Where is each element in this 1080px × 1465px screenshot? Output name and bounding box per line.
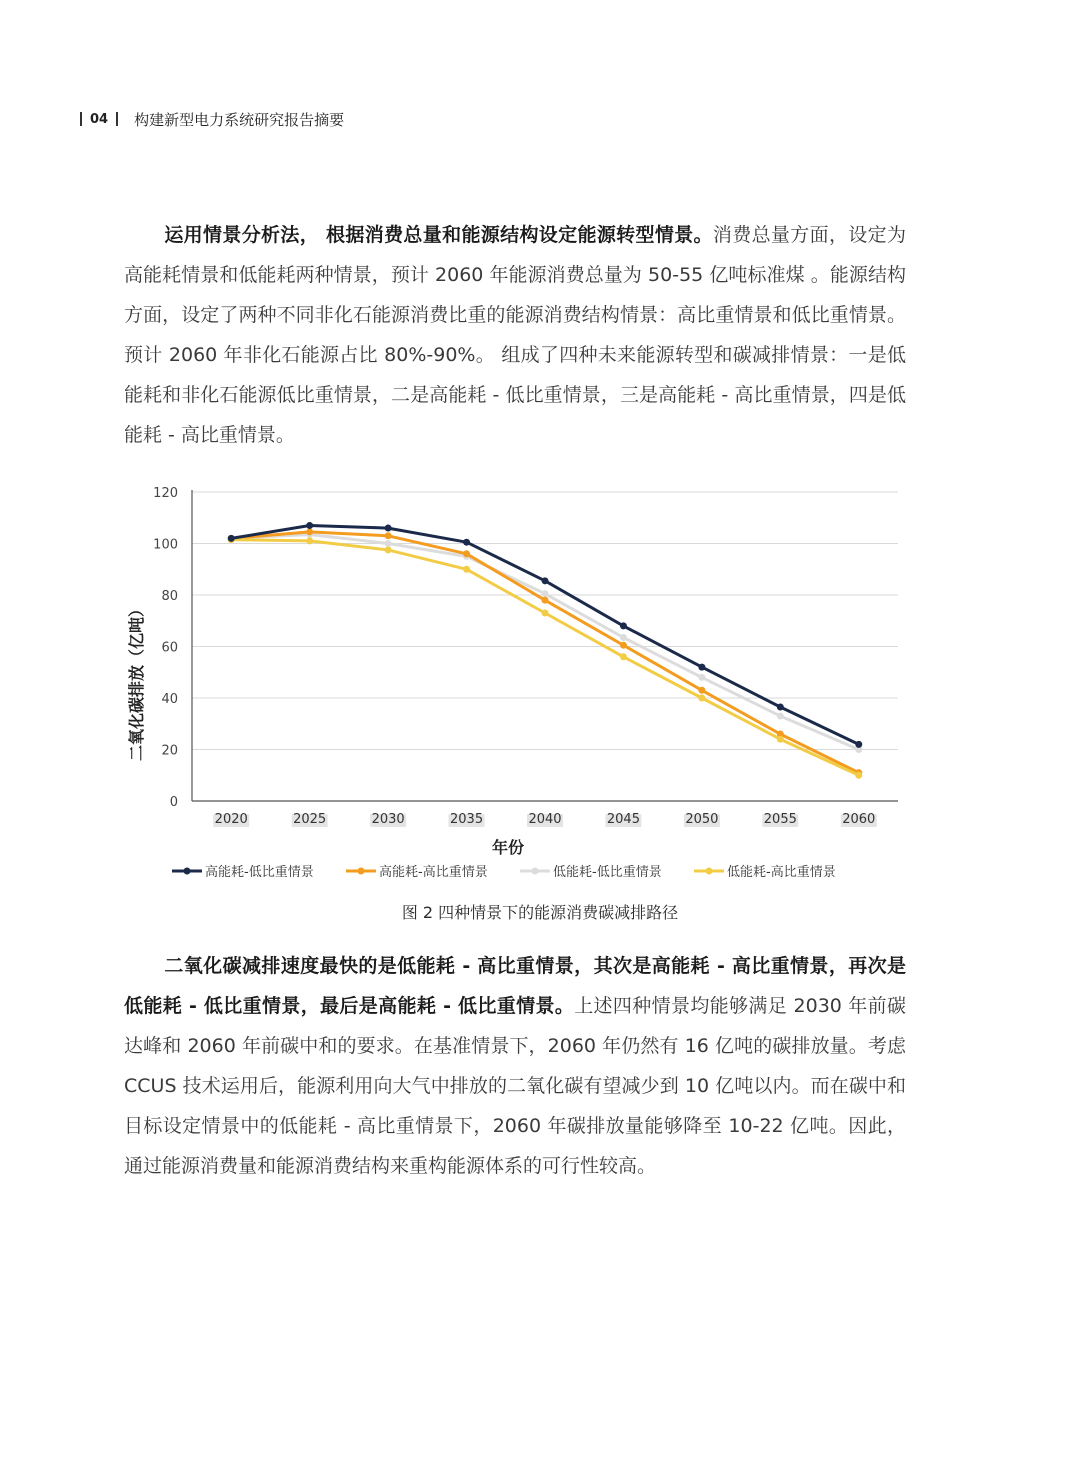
data-point xyxy=(228,535,235,542)
x-tick-label: 2035 xyxy=(450,812,484,827)
legend-marker xyxy=(706,868,713,875)
data-point xyxy=(698,664,705,671)
data-point xyxy=(542,610,549,617)
data-point xyxy=(542,590,549,597)
data-point xyxy=(385,540,392,547)
data-point xyxy=(463,539,470,546)
data-point xyxy=(620,653,627,660)
y-tick-label: 60 xyxy=(161,640,178,656)
data-point xyxy=(306,528,313,535)
paragraph-intro-text: 消费总量方面，设定为高能耗情景和低能耗两种情景，预计 2060 年能源消费总量为 50-55 亿吨标准煤 。能源结构方面，设定了两种不同非化石能源消费比重的能源消费结构情景：高比重情景和低比重情景。预计 2060 年非化石能源占比 80%-90%。 组成了四种未来能源转型和碳减排情景：一是低能耗和非化石能源低比重情景，二是高能耗 - 低比重情景，三是高能耗 - 高比重情景，四是低能耗 - 高比重情景。 xyxy=(124,224,906,446)
paragraph-conclusion xyxy=(124,946,906,1186)
x-tick-label: 2050 xyxy=(685,812,719,827)
paragraph-intro xyxy=(124,215,906,455)
figure-caption: 图 2 四种情景下的能源消费碳减排路径 xyxy=(401,903,679,922)
paragraph-intro-bold: 运用情景分析法， 根据消费总量和能源结构设定能源转型情景。 xyxy=(164,224,713,246)
y-tick-label: 80 xyxy=(161,589,178,604)
data-point xyxy=(463,566,470,573)
y-axis-ticks xyxy=(153,486,178,810)
paragraph-conclusion-text: 上述四种情景均能够满足 2030 年前碳达峰和 2060 年前碳中和的要求。在基准情景下，2060 年仍然有 16 亿吨的碳排放量。考虑 CCUS 技术运用后，能源利用向大气中排放的二氧化碳有望减少到 10 亿吨以内。而在碳中和目标设定情景中的低能耗 - 高比重情景下，2060 年碳排放量能够降至 10-22 亿吨。因此，通过能源消费量和能源消费结构来重构能源体系的可行性较高。 xyxy=(124,995,906,1177)
chart-legend xyxy=(172,864,836,880)
x-tick-label: 2045 xyxy=(606,812,640,827)
document-title: 构建新型电力系统研究报告摘要 xyxy=(134,110,345,129)
series-line xyxy=(231,532,859,773)
x-tick-label: 2040 xyxy=(528,812,562,827)
data-point xyxy=(777,713,784,720)
x-axis-ticks xyxy=(213,812,877,827)
x-axis-label: 年份 xyxy=(491,838,525,857)
data-point xyxy=(385,546,392,553)
legend-marker xyxy=(358,868,365,875)
header-divider xyxy=(116,112,118,126)
series-line xyxy=(231,540,859,776)
legend-label: 低能耗-低比重情景 xyxy=(553,865,662,880)
paragraph-conclusion-bold: 二氧化碳减排速度最快的是低能耗 - 高比重情景，其次是高能耗 - 高比重情景，再次是低能耗 - 低比重情景，最后是高能耗 - 低比重情景。 xyxy=(124,955,906,1017)
legend-label: 高能耗-高比重情景 xyxy=(379,865,488,880)
data-point xyxy=(620,642,627,649)
legend-label: 低能耗-高比重情景 xyxy=(727,865,836,880)
data-point xyxy=(385,532,392,539)
legend-label: 高能耗-低比重情景 xyxy=(205,865,314,880)
data-point xyxy=(777,704,784,711)
data-point xyxy=(620,622,627,629)
y-tick-label: 0 xyxy=(169,795,178,810)
chart-series xyxy=(228,522,863,779)
data-point xyxy=(698,695,705,702)
data-point xyxy=(306,522,313,529)
series-line xyxy=(231,535,859,750)
x-tick-label: 2020 xyxy=(214,812,248,827)
x-tick-label: 2060 xyxy=(842,812,876,827)
legend-marker xyxy=(184,868,191,875)
data-point xyxy=(463,550,470,557)
data-point xyxy=(855,741,862,748)
x-tick-label: 2055 xyxy=(763,812,797,827)
data-point xyxy=(855,772,862,779)
data-point xyxy=(698,687,705,694)
y-tick-label: 100 xyxy=(153,537,178,553)
x-tick-label: 2025 xyxy=(293,812,327,827)
x-tick-label: 2030 xyxy=(371,812,405,827)
y-tick-label: 40 xyxy=(161,692,178,707)
header-divider xyxy=(80,112,82,126)
data-point xyxy=(542,577,549,584)
page-number: 04 xyxy=(90,111,109,127)
data-point xyxy=(306,537,313,544)
data-point xyxy=(698,674,705,681)
legend-marker xyxy=(532,868,539,875)
y-tick-label: 120 xyxy=(153,486,178,501)
data-point xyxy=(542,597,549,604)
chart-gridlines xyxy=(192,490,898,801)
emissions-line-chart xyxy=(118,478,918,898)
data-point xyxy=(620,634,627,641)
y-axis-label: 二氧化碳排放（亿吨） xyxy=(127,600,146,762)
page-header xyxy=(80,106,344,132)
data-point xyxy=(385,525,392,532)
y-tick-label: 20 xyxy=(161,743,178,759)
series-line xyxy=(231,526,859,745)
data-point xyxy=(777,736,784,743)
